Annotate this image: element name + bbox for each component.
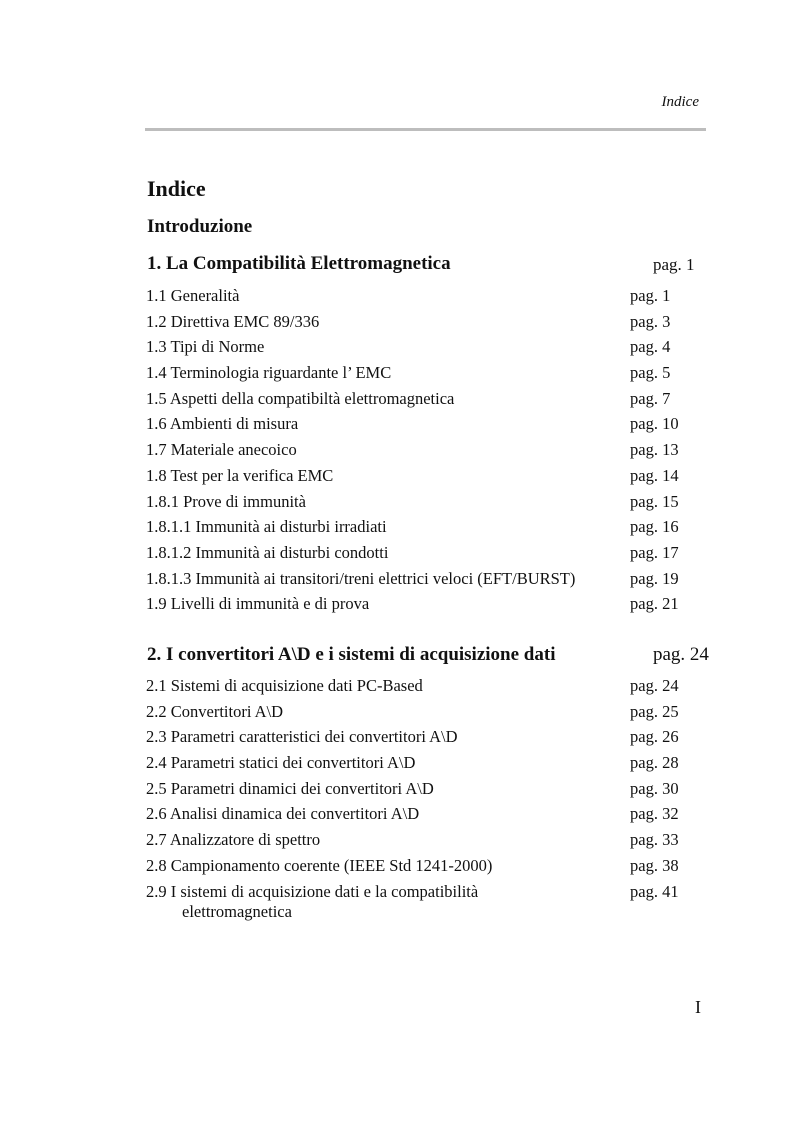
entry-label: 1.8 Test per la verifica EMC (146, 465, 334, 485)
page-number: I (695, 997, 701, 1017)
entry-label: 2.9 I sistemi di acquisizione dati e la compatibilità (146, 881, 479, 901)
entry-label: 1.2 Direttiva EMC 89/336 (146, 311, 320, 331)
entry-page: pag. 26 (630, 727, 679, 747)
toc-entry (146, 780, 706, 806)
toc-entry (146, 287, 706, 313)
toc-entry (146, 390, 706, 416)
toc-entry (146, 857, 706, 883)
chapter-title: 1. La Compatibilità Elettromagnetica (147, 253, 451, 274)
toc-entry (146, 493, 706, 519)
toc-entry (146, 728, 706, 754)
entry-label: 2.6 Analisi dinamica dei convertitori A\D (146, 804, 420, 824)
toc-entry (146, 881, 706, 921)
toc-entry (146, 441, 706, 467)
entry-page: pag. 14 (630, 465, 679, 485)
chapter-2-heading (147, 644, 722, 666)
entry-label: 1.9 Livelli di immunità e di prova (146, 594, 370, 614)
toc-entry (146, 570, 706, 596)
entry-page: pag. 41 (630, 881, 679, 901)
entry-page: pag. 16 (630, 517, 679, 537)
chapter-page: pag. 24 (653, 644, 709, 665)
entry-page: pag. 3 (630, 311, 671, 331)
entry-label: 2.8 Campionamento coerente (IEEE Std 1241-2000) (146, 855, 493, 875)
entry-page: pag. 33 (630, 830, 679, 850)
entry-page: pag. 17 (630, 542, 679, 562)
entry-label: 1.8.1 Prove di immunità (146, 491, 306, 511)
entry-page: pag. 15 (630, 491, 679, 511)
entry-page: pag. 30 (630, 778, 679, 798)
entry-label: 1.7 Materiale anecoico (146, 440, 297, 460)
toc-entry (146, 831, 706, 857)
entry-label: 2.2 Convertitori A\D (146, 701, 284, 721)
running-header: Indice (661, 94, 699, 110)
entry-page: pag. 5 (630, 363, 671, 383)
toc-entry (146, 364, 706, 390)
entry-page: pag. 32 (630, 804, 679, 824)
entry-label: 1.8.1.3 Immunità ai transitori/treni elettrici veloci (EFT/BURST) (146, 568, 576, 588)
entry-label: 1.8.1.2 Immunità ai disturbi condotti (146, 542, 389, 562)
entry-label: 1.4 Terminologia riguardante l’ EMC (146, 363, 392, 383)
chapter-2-entries (146, 676, 706, 921)
toc-entry (146, 805, 706, 831)
toc-entry (146, 595, 706, 621)
entry-page: pag. 24 (630, 676, 679, 695)
entry-label: 1.1 Generalità (146, 286, 240, 305)
header-rule (145, 128, 706, 131)
toc-entry (146, 754, 706, 780)
toc-entry (146, 703, 706, 729)
toc-entry (146, 544, 706, 570)
entry-page: pag. 19 (630, 568, 679, 588)
introduction-heading: Introduzione (147, 216, 253, 237)
chapter-page: pag. 1 (653, 255, 695, 274)
entry-label: 2.1 Sistemi di acquisizione dati PC-Based (146, 676, 423, 695)
entry-page: pag. 38 (630, 855, 679, 875)
entry-page: pag. 25 (630, 701, 679, 721)
toc-entry (146, 415, 706, 441)
toc-entry (146, 677, 706, 703)
entry-page: pag. 1 (630, 286, 671, 305)
page-title: Indice (147, 176, 206, 201)
entry-label-continuation: elettromagnetica (182, 901, 292, 921)
chapter-1-entries (146, 287, 706, 621)
chapter-1-heading (147, 253, 722, 275)
entry-label: 1.3 Tipi di Norme (146, 337, 265, 357)
entry-page: pag. 21 (630, 594, 679, 614)
entry-page: pag. 28 (630, 753, 679, 773)
entry-page: pag. 13 (630, 440, 679, 460)
entry-label: 1.5 Aspetti della compatibiltà elettromagnetica (146, 388, 455, 408)
toc-entry (146, 338, 706, 364)
entry-page: pag. 4 (630, 337, 671, 357)
entry-label: 1.6 Ambienti di misura (146, 414, 299, 434)
entry-page: pag. 7 (630, 388, 671, 408)
chapter-title: 2. I convertitori A\D e i sistemi di acquisizione dati (147, 644, 556, 665)
entry-label: 2.3 Parametri caratteristici dei convertitori A\D (146, 727, 458, 747)
entry-label: 1.8.1.1 Immunità ai disturbi irradiati (146, 517, 387, 537)
entry-label: 2.5 Parametri dinamici dei convertitori A\D (146, 778, 434, 798)
entry-label: 2.4 Parametri statici dei convertitori A\D (146, 753, 416, 773)
entry-page: pag. 10 (630, 414, 679, 434)
entry-label: 2.7 Analizzatore di spettro (146, 830, 321, 850)
toc-entry (146, 467, 706, 493)
toc-entry (146, 518, 706, 544)
toc-entry (146, 313, 706, 339)
